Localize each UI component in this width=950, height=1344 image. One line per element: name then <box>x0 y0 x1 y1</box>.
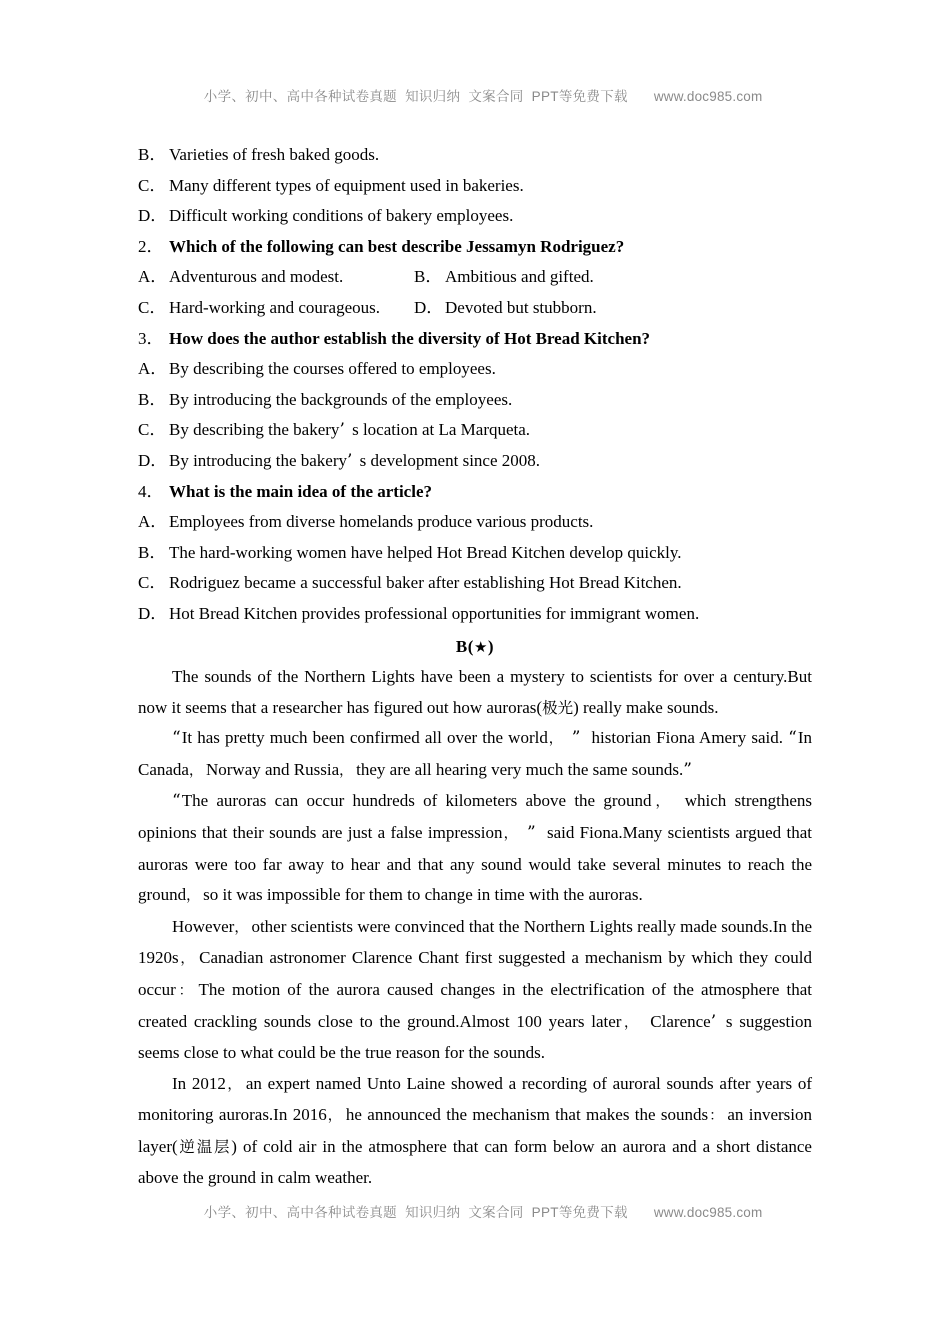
option-text: By introducing the bakery’ s development since 2008. <box>169 450 541 471</box>
option-text: Devoted but stubborn. <box>445 297 597 317</box>
option-row <box>138 262 812 293</box>
option-label: A． <box>138 267 168 287</box>
option-label: B． <box>138 145 167 164</box>
option-line <box>138 568 812 599</box>
passage-paragraph: “The auroras can occur hundreds of kilometers above the ground， which strengthens opinions that their sounds are just a false impression， ” said Fiona.Many scientists argued that auroras were too far away to hear and that any sound would take several minutes to reach the ground，so it was impossible for them to change in time with the auroras. <box>138 791 812 905</box>
option-text: Adventurous and modest. <box>169 267 344 287</box>
option-label: C． <box>138 573 167 593</box>
option-line <box>138 415 812 446</box>
option-line <box>138 140 812 171</box>
section-heading-letter: B <box>455 636 468 656</box>
question-stem-3 <box>138 324 812 355</box>
question-stem-text: How does the author establish the diversity of Hot Bread Kitchen? <box>169 328 651 348</box>
passage-paragraph: However，other scientists were convinced that the Northern Lights really made sounds.In the 1920s，Canadian astronomer Clarence Chant first suggested a mechanism by which they could occur：The motion of the aurora caused changes in the electrification of the atmosphere that created crackling sounds close to the ground.Almost 100 years later， Clarence’ s suggestion seems close to what could be the true reason for the sounds. <box>138 916 812 1063</box>
option-text: Varieties of fresh baked goods. <box>169 145 380 164</box>
passage-paragraph: In 2012，an expert named Unto Laine showed a recording of auroral sounds after years of monitoring auroras.In 2016，he announced the mechanism that makes the sounds：an inversion layer(逆温层) of cold air in the atmosphere that can form below an aurora and a short distance above the ground in calm weather. <box>138 1073 813 1187</box>
question-number: 4． <box>138 481 164 501</box>
question-stem-4 <box>138 477 812 508</box>
option-text: By describing the bakery’ s location at La Marqueta. <box>169 420 531 441</box>
header-watermark-text: 小学、初中、高中各种试卷真题 知识归纳 文案合同 PPT等免费下载 <box>203 89 628 104</box>
option-line <box>138 538 812 569</box>
option-label: A． <box>138 359 168 379</box>
header-watermark-url: www.doc985.com <box>653 89 763 104</box>
header-watermark <box>0 70 950 120</box>
option-text: The hard-working women have helped Hot Bread Kitchen develop quickly. <box>169 542 682 562</box>
option-text: By describing the courses offered to employees. <box>169 359 496 379</box>
question-stem-text: What is the main idea of the article? <box>169 481 432 501</box>
option-label: B． <box>138 389 167 409</box>
option-text: Hard-working and courageous. <box>169 297 381 317</box>
option-line <box>138 385 812 416</box>
star-icon: ★ <box>473 637 488 656</box>
section-heading <box>138 632 812 663</box>
option-label: A． <box>138 512 168 532</box>
option-label: B． <box>138 542 167 562</box>
option-cell <box>138 293 414 324</box>
section-heading-close-paren: ) <box>487 636 495 656</box>
option-line <box>138 201 812 232</box>
option-line <box>138 171 812 202</box>
passage-paragraph: The sounds of the Northern Lights have been a mystery to scientists for over a century.But now it seems that a researcher has figured out how auroras(极光) really make sounds. <box>138 667 812 717</box>
option-label: C． <box>138 175 167 195</box>
question-stem-2 <box>138 232 812 263</box>
option-text: Difficult working conditions of bakery employees. <box>169 206 514 226</box>
option-line <box>138 446 812 477</box>
footer-watermark-text: 小学、初中、高中各种试卷真题 知识归纳 文案合同 PPT等免费下载 <box>203 1205 628 1220</box>
question-number: 3． <box>138 328 164 348</box>
option-label: D． <box>138 206 168 226</box>
passage-paragraph: “It has pretty much been confirmed all over the world， ” historian Fiona Amery said. “In Canada，Norway and Russia，they are all hearing very much the same sounds.” <box>138 728 813 780</box>
option-cell <box>138 262 414 293</box>
footer-watermark <box>0 1186 950 1236</box>
option-cell <box>414 262 594 293</box>
option-label: D． <box>414 297 444 317</box>
option-label: C． <box>138 297 167 317</box>
option-label: B． <box>414 267 443 287</box>
page-content <box>138 140 812 1193</box>
section-heading-open-paren: ( <box>467 636 474 656</box>
option-line <box>138 354 812 385</box>
option-text: Many different types of equipment used in bakeries. <box>169 175 524 195</box>
option-label: C． <box>138 420 167 440</box>
option-cell <box>414 293 597 324</box>
question-number: 2． <box>138 236 164 256</box>
option-text: By introducing the backgrounds of the employees. <box>169 389 513 409</box>
option-row <box>138 293 812 324</box>
option-text: Rodriguez became a successful baker after establishing Hot Bread Kitchen. <box>169 573 682 593</box>
option-text: Employees from diverse homelands produce various products. <box>169 512 594 532</box>
footer-watermark-url: www.doc985.com <box>653 1205 763 1220</box>
option-label: D． <box>138 450 168 470</box>
option-line <box>138 599 812 630</box>
option-text: Ambitious and gifted. <box>445 267 594 287</box>
question-stem-text: Which of the following can best describe Jessamyn Rodriguez? <box>169 236 625 256</box>
option-line <box>138 507 812 538</box>
option-text: Hot Bread Kitchen provides professional opportunities for immigrant women. <box>169 603 700 623</box>
option-label: D． <box>138 603 168 623</box>
